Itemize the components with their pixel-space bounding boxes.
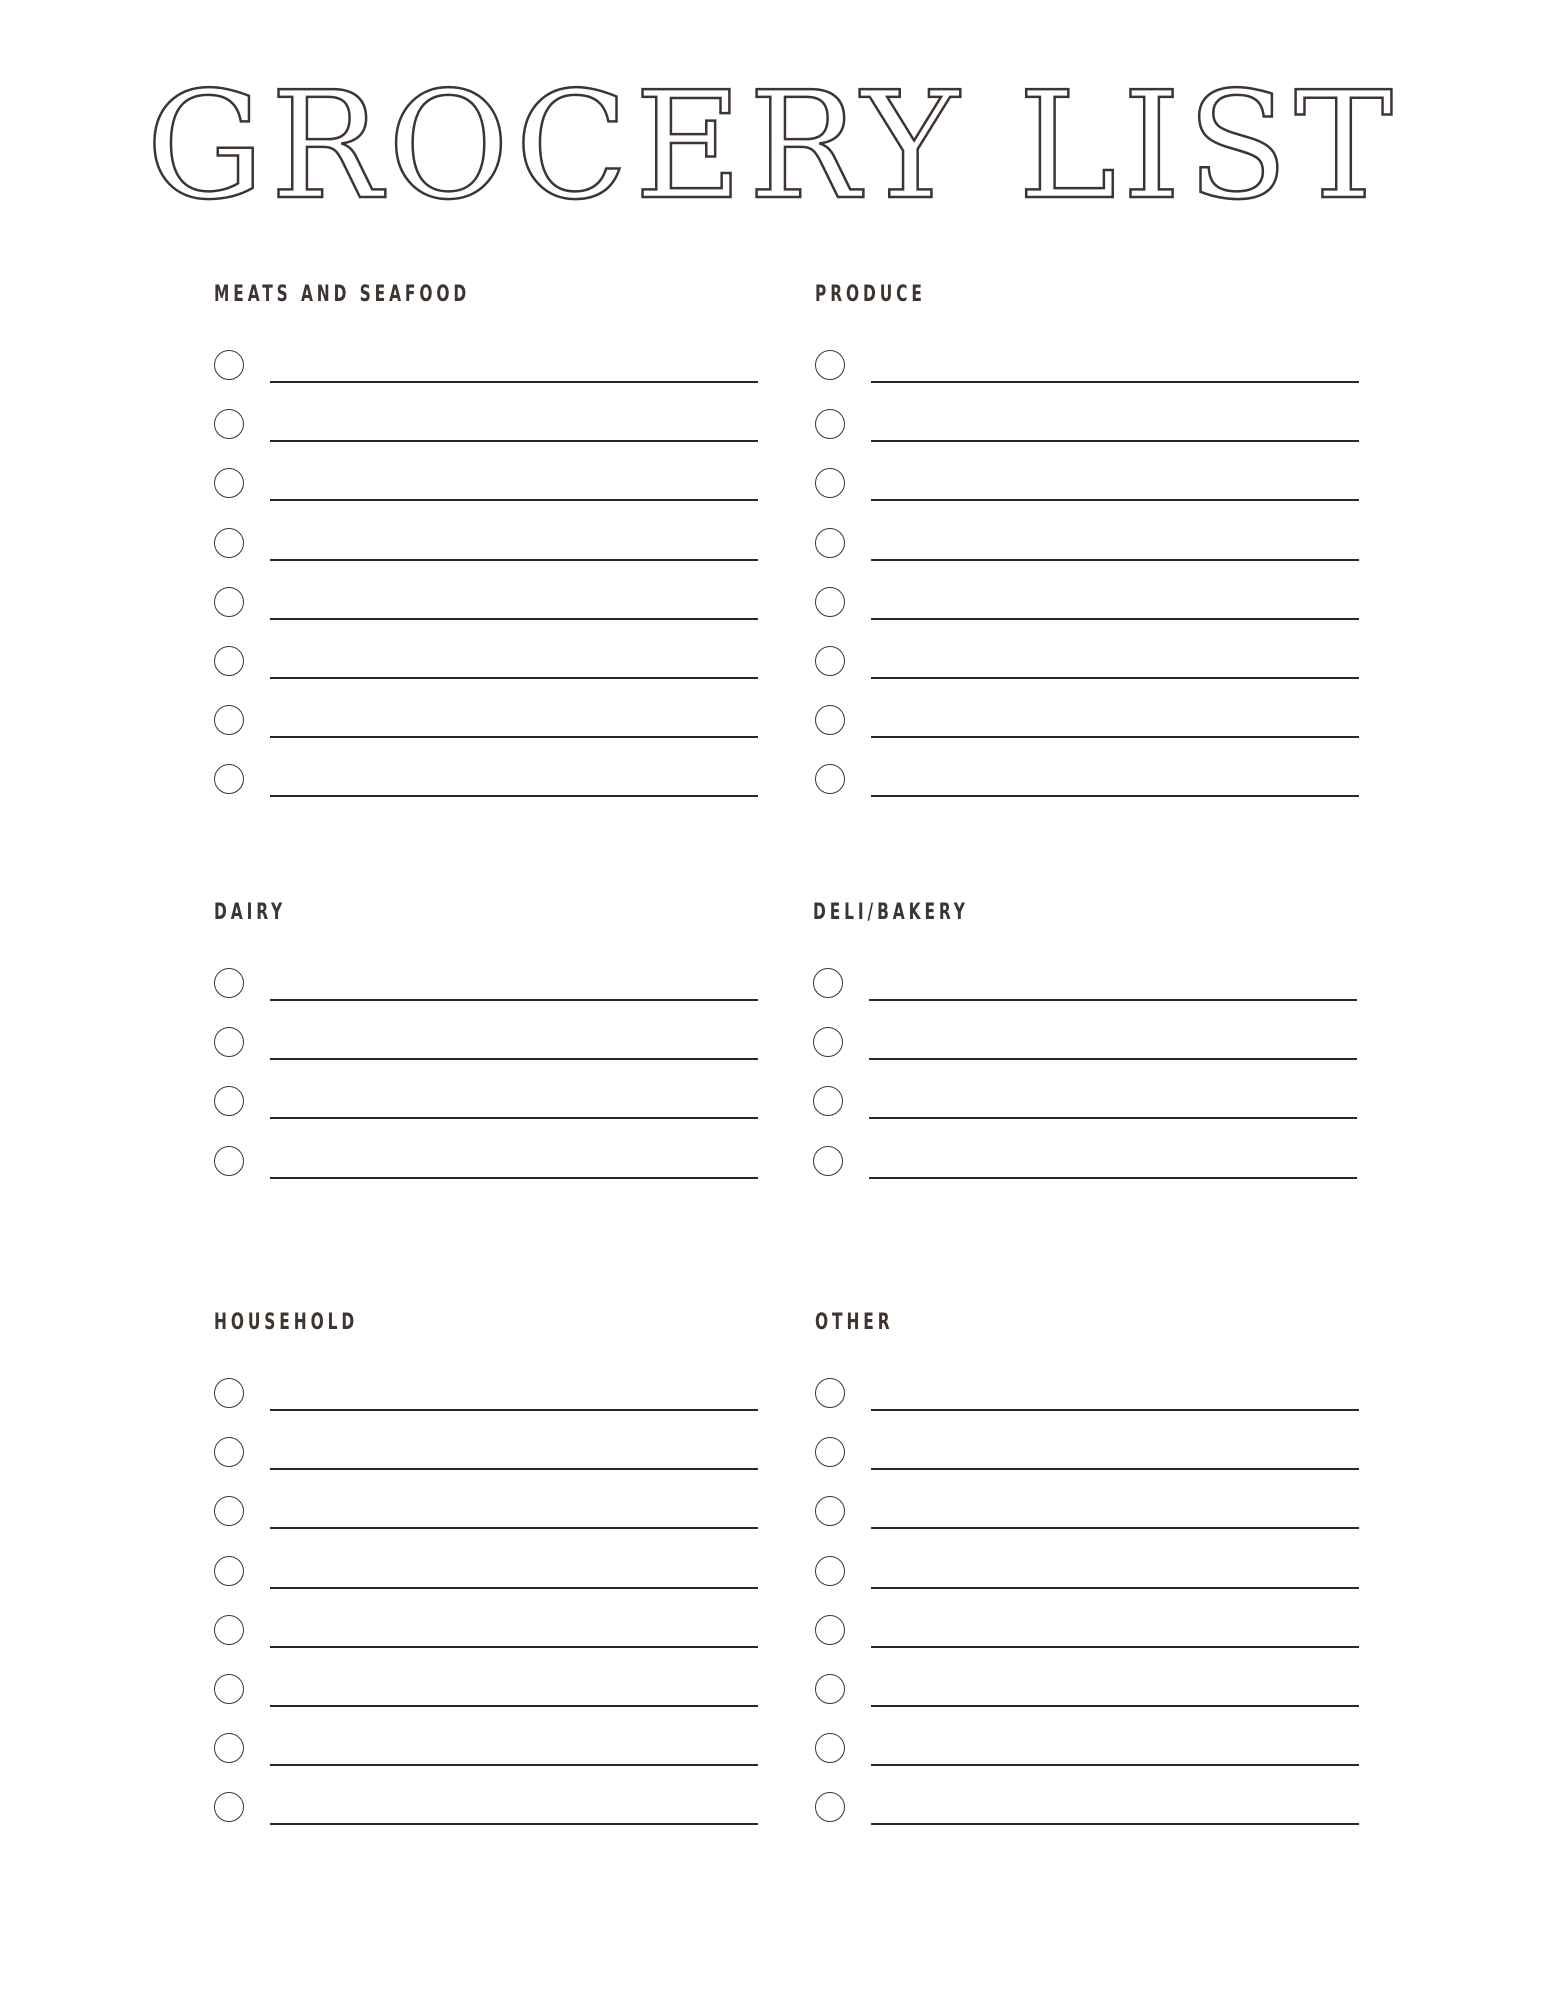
section-title: DELI/BAKERY xyxy=(813,900,969,925)
item-write-line[interactable] xyxy=(270,1117,758,1119)
circle-checkbox-icon[interactable] xyxy=(214,1674,244,1704)
checklist-row xyxy=(815,1378,1355,1428)
circle-checkbox-icon[interactable] xyxy=(214,1496,244,1526)
checklist-row xyxy=(815,528,1355,578)
checklist-row xyxy=(214,1086,754,1136)
circle-checkbox-icon[interactable] xyxy=(813,1146,843,1176)
checklist-row xyxy=(214,764,754,814)
circle-checkbox-icon[interactable] xyxy=(813,1086,843,1116)
circle-checkbox-icon[interactable] xyxy=(214,1086,244,1116)
circle-checkbox-icon[interactable] xyxy=(815,1615,845,1645)
checklist-row xyxy=(815,1496,1355,1546)
circle-checkbox-icon[interactable] xyxy=(214,1556,244,1586)
item-write-line[interactable] xyxy=(270,618,758,620)
item-write-line[interactable] xyxy=(270,1177,758,1179)
checklist-row xyxy=(214,350,754,400)
item-write-line[interactable] xyxy=(871,499,1359,501)
checklist-row xyxy=(214,646,754,696)
item-write-line[interactable] xyxy=(871,1646,1359,1648)
item-write-line[interactable] xyxy=(871,440,1359,442)
circle-checkbox-icon[interactable] xyxy=(214,1146,244,1176)
item-write-line[interactable] xyxy=(270,1527,758,1529)
item-write-line[interactable] xyxy=(270,381,758,383)
section-title: MEATS AND SEAFOOD xyxy=(214,282,471,307)
section-title: PRODUCE xyxy=(815,282,926,307)
item-write-line[interactable] xyxy=(869,999,1357,1001)
checklist-row xyxy=(815,1733,1355,1783)
item-write-line[interactable] xyxy=(270,999,758,1001)
checklist-row xyxy=(214,1733,754,1783)
circle-checkbox-icon[interactable] xyxy=(214,350,244,380)
circle-checkbox-icon[interactable] xyxy=(214,968,244,998)
checklist-row xyxy=(815,350,1355,400)
item-write-line[interactable] xyxy=(270,1409,758,1411)
item-write-line[interactable] xyxy=(270,1058,758,1060)
item-write-line[interactable] xyxy=(871,1705,1359,1707)
checklist-row xyxy=(214,468,754,518)
circle-checkbox-icon[interactable] xyxy=(214,1615,244,1645)
item-write-line[interactable] xyxy=(270,736,758,738)
checklist-row xyxy=(815,1792,1355,1842)
checklist-row xyxy=(214,1496,754,1546)
checklist-row xyxy=(815,705,1355,755)
circle-checkbox-icon[interactable] xyxy=(815,1556,845,1586)
circle-checkbox-icon[interactable] xyxy=(813,1027,843,1057)
circle-checkbox-icon[interactable] xyxy=(214,468,244,498)
item-write-line[interactable] xyxy=(871,1527,1359,1529)
item-write-line[interactable] xyxy=(270,1764,758,1766)
checklist-row xyxy=(813,1146,1353,1196)
checklist-row xyxy=(214,409,754,459)
item-write-line[interactable] xyxy=(869,1177,1357,1179)
item-write-line[interactable] xyxy=(270,1587,758,1589)
checklist-row xyxy=(214,587,754,637)
checklist-row xyxy=(214,1146,754,1196)
circle-checkbox-icon[interactable] xyxy=(815,705,845,735)
circle-checkbox-icon[interactable] xyxy=(214,705,244,735)
item-write-line[interactable] xyxy=(869,1117,1357,1119)
item-write-line[interactable] xyxy=(871,559,1359,561)
item-write-line[interactable] xyxy=(270,795,758,797)
circle-checkbox-icon[interactable] xyxy=(815,468,845,498)
item-write-line[interactable] xyxy=(270,1646,758,1648)
checklist-row xyxy=(214,705,754,755)
circle-checkbox-icon[interactable] xyxy=(815,646,845,676)
section-title: OTHER xyxy=(815,1310,894,1335)
checklist-row xyxy=(815,409,1355,459)
item-write-line[interactable] xyxy=(869,1058,1357,1060)
checklist-row xyxy=(813,1086,1353,1136)
checklist-row xyxy=(214,1792,754,1842)
item-write-line[interactable] xyxy=(270,1823,758,1825)
item-write-line[interactable] xyxy=(270,1705,758,1707)
item-write-line[interactable] xyxy=(871,1468,1359,1470)
checklist-row xyxy=(815,587,1355,637)
checklist-row xyxy=(214,1378,754,1428)
item-write-line[interactable] xyxy=(871,677,1359,679)
circle-checkbox-icon[interactable] xyxy=(815,528,845,558)
item-write-line[interactable] xyxy=(270,499,758,501)
circle-checkbox-icon[interactable] xyxy=(214,1378,244,1408)
circle-checkbox-icon[interactable] xyxy=(815,409,845,439)
circle-checkbox-icon[interactable] xyxy=(214,646,244,676)
checklist-row xyxy=(813,968,1353,1018)
checklist-row xyxy=(214,1556,754,1606)
item-write-line[interactable] xyxy=(270,1468,758,1470)
circle-checkbox-icon[interactable] xyxy=(815,587,845,617)
circle-checkbox-icon[interactable] xyxy=(813,968,843,998)
circle-checkbox-icon[interactable] xyxy=(214,1027,244,1057)
checklist-row xyxy=(815,1615,1355,1665)
item-write-line[interactable] xyxy=(871,618,1359,620)
circle-checkbox-icon[interactable] xyxy=(815,1496,845,1526)
circle-checkbox-icon[interactable] xyxy=(815,1792,845,1822)
item-write-line[interactable] xyxy=(270,559,758,561)
checklist-row xyxy=(214,528,754,578)
item-write-line[interactable] xyxy=(871,1823,1359,1825)
checklist-row xyxy=(815,468,1355,518)
checklist-row xyxy=(815,646,1355,696)
circle-checkbox-icon[interactable] xyxy=(214,764,244,794)
circle-checkbox-icon[interactable] xyxy=(214,587,244,617)
page-title: GROCERY LIST xyxy=(146,60,1399,232)
checklist-row xyxy=(214,1437,754,1487)
checklist-row xyxy=(815,1674,1355,1724)
circle-checkbox-icon[interactable] xyxy=(815,1437,845,1467)
checklist-row xyxy=(214,968,754,1018)
circle-checkbox-icon[interactable] xyxy=(815,764,845,794)
item-write-line[interactable] xyxy=(871,736,1359,738)
circle-checkbox-icon[interactable] xyxy=(214,1733,244,1763)
checklist-row xyxy=(815,764,1355,814)
circle-checkbox-icon[interactable] xyxy=(815,1733,845,1763)
section-title: DAIRY xyxy=(214,900,287,925)
circle-checkbox-icon[interactable] xyxy=(815,1674,845,1704)
section-title: HOUSEHOLD xyxy=(214,1310,359,1335)
checklist-row xyxy=(214,1674,754,1724)
circle-checkbox-icon[interactable] xyxy=(214,409,244,439)
item-write-line[interactable] xyxy=(270,677,758,679)
circle-checkbox-icon[interactable] xyxy=(214,1792,244,1822)
checklist-row xyxy=(214,1615,754,1665)
circle-checkbox-icon[interactable] xyxy=(214,1437,244,1467)
checklist-row xyxy=(815,1556,1355,1606)
item-write-line[interactable] xyxy=(270,440,758,442)
circle-checkbox-icon[interactable] xyxy=(815,350,845,380)
checklist-row xyxy=(214,1027,754,1077)
item-write-line[interactable] xyxy=(871,795,1359,797)
circle-checkbox-icon[interactable] xyxy=(815,1378,845,1408)
checklist-row xyxy=(815,1437,1355,1487)
item-write-line[interactable] xyxy=(871,381,1359,383)
circle-checkbox-icon[interactable] xyxy=(214,528,244,558)
item-write-line[interactable] xyxy=(871,1409,1359,1411)
item-write-line[interactable] xyxy=(871,1764,1359,1766)
checklist-row xyxy=(813,1027,1353,1077)
item-write-line[interactable] xyxy=(871,1587,1359,1589)
